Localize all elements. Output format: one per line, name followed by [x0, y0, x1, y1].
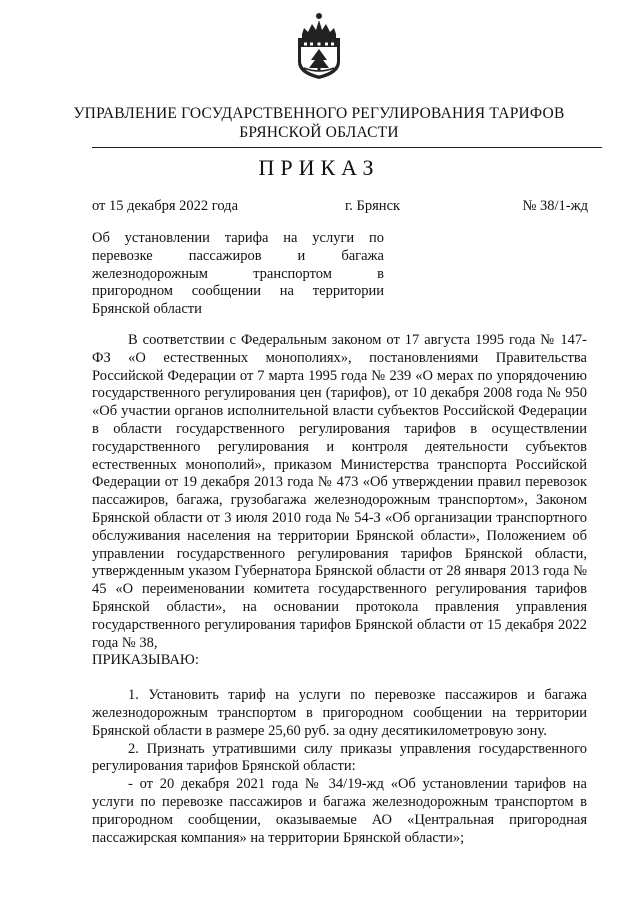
- organization-name-line-2: БРЯНСКОЙ ОБЛАСТИ: [239, 124, 399, 141]
- order-word: ПРИКАЗЫВАЮ:: [92, 652, 199, 669]
- item-1-paragraph: 1. Установить тариф на услуги по перевозке пассажиров и багажа железнодорожным транспортом в пригородном сообщении на территории Брянской области в размере 25,60 руб. за одну десятикилометровую зону.: [92, 687, 587, 739]
- document-body: [92, 332, 587, 847]
- organization-name-line-1: УПРАВЛЕНИЕ ГОСУДАРСТВЕННОГО РЕГУЛИРОВАНИЯ ТАРИФОВ: [73, 105, 565, 122]
- document-number: № 38/1-жд: [522, 198, 588, 214]
- issuing-organization: [60, 104, 578, 142]
- document-city: г. Брянск: [345, 198, 401, 214]
- header-divider: [92, 147, 602, 148]
- item-2-subitem-1: - от 20 декабря 2021 года № 34/19-жд «Об установлении тарифов на услуги по перевозке пассажиров и багажа железнодорожным транспортом в пригородном сообщении, оказываемые АО «Центральная пригородная пассажирская компания» на территории Брянской области»;: [92, 776, 587, 846]
- coat-of-arms-emblem: [294, 8, 344, 80]
- item-2-paragraph: 2. Признать утратившими силу приказы управления государственного регулирования тарифов Брянской области:: [92, 740, 587, 775]
- document-title: ПРИКАЗ: [258, 155, 380, 180]
- document-subject: Об установлении тарифа на услуги по перевозке пассажиров и багажа железнодорожным транспортом в пригородном сообщении на территории Брянской области: [92, 230, 384, 318]
- preamble-paragraph: В соответствии с Федеральным законом от 17 августа 1995 года № 147-ФЗ «О естественных монополиях», постановлениями Правительства Российской Федерации от 7 марта 1995 года № 239 «О мерах по упорядочению государственного регулирования цен (тарифов), от 10 декабря 2008 года № 950 «Об участии органов исполнительной власти субъектов Российской Федерации в области государственного регулирования тарифов в осуществлении государственного регулирования и контроля деятельности субъектов естественных монополий», приказом Министерства транспорта Российской Федерации от 19 декабря 2013 года № 473 «Об утверждении правил перевозок пассажиров, багажа, грузобагажа железнодорожным транспортом», Законом Брянской области от 3 июля 2010 года № 54-З «Об организации транспортного обслуживания населения на территории Брянской области», Положением об управлении государственного регулирования тарифов Брянской области, утвержденным указом Губернатора Брянской области от 28 января 2013 года № 45 «О переименовании комитета государственного регулирования тарифов Брянской области», на основании протокола правления управления государственного регулирования тарифов Брянской области от 15 декабря 2022 года № 38,: [92, 332, 587, 651]
- document-date: от 15 декабря 2022 года: [92, 198, 238, 214]
- spacer: [92, 670, 587, 687]
